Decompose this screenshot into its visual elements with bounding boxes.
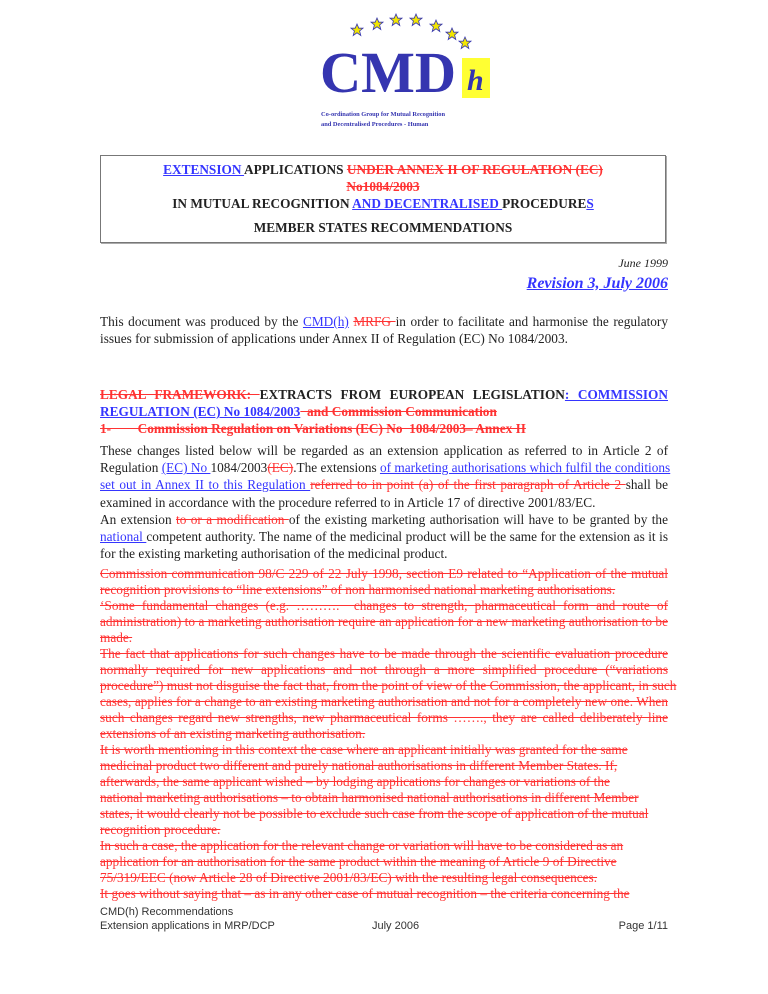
extension-paragraph: [100, 442, 671, 562]
text-run: PROCEDURE: [502, 196, 587, 211]
revision-label: Revision 3, July 2006: [526, 275, 668, 292]
logo-subtitle: Co-ordination Group for Mutual Recognition: [321, 111, 446, 118]
inserted-text: of marketing authorisations which fulfil the conditions: [379, 460, 671, 476]
text-line: [100, 678, 677, 694]
text-run: of the existing marketing authorisation will have to be granted by the: [288, 511, 668, 527]
inserted-text: set out in Annex II to this Regulation: [100, 477, 311, 493]
text-run: competent authority. The name of the medicinal product will be the same for the extension as it is: [146, 528, 668, 544]
text-line: [100, 614, 668, 630]
deleted-text: ‘Some fundamental changes (e.g. ………. changes to strength, pharmaceutical form and route of: [100, 598, 668, 613]
text-line: [100, 442, 668, 459]
inserted-text: EXTENSION: [163, 162, 245, 177]
text-line: [100, 838, 668, 854]
text-line: [100, 710, 668, 726]
deleted-text: administration) to a marketing authorisation require an application for a new marketing authorisation to be: [100, 614, 668, 629]
text-run: for the existing marketing authorisation of the medicinal product.: [100, 546, 448, 562]
text-line: [100, 582, 668, 598]
document-title-box: [100, 155, 666, 243]
deleted-text: UNDER ANNEX II OF REGULATION (EC): [346, 162, 603, 177]
text-line: [100, 598, 668, 614]
logo-suffix: h: [467, 64, 484, 97]
text-line: [100, 459, 671, 476]
deleted-text: referred to in point (a) of the first paragraph of Article 2: [310, 477, 626, 493]
commission-communication-paragraph: [100, 566, 677, 902]
inserted-text: REGULATION (EC) No 1084/2003: [100, 404, 301, 420]
text-line: [100, 420, 668, 437]
footer-date: July 2006: [372, 920, 420, 932]
deleted-text: 1- Commission Regulation on Variations (EC) No 1084/2003– Annex II: [100, 421, 526, 437]
deleted-text: In such a case, the application for the relevant change or variation will have to be considered as an: [100, 838, 624, 853]
text-run: IN MUTUAL RECOGNITION: [172, 196, 353, 211]
text-run: APPLICATIONS: [244, 162, 347, 177]
title-line: [101, 195, 665, 212]
text-line: [100, 726, 668, 742]
inserted-text: S: [586, 196, 594, 211]
text-run: examined in accordance with the procedure referred to in Article 17 of directive 2001/83/EC.: [100, 494, 596, 510]
text-line: [100, 662, 668, 678]
deleted-text: cases, applies for a change to an existing marketing authorisation and not for a completely new one. When: [100, 694, 668, 709]
text-run: Regulation: [100, 460, 162, 476]
deleted-text: states, it would clearly not be possible to exclude such case from the scope of application of the mutual: [100, 806, 649, 821]
text-line: [100, 403, 668, 420]
text-run: MEMBER STATES RECOMMENDATIONS: [253, 220, 513, 235]
deleted-text: MRFG: [353, 314, 396, 329]
text-line: [100, 566, 668, 582]
text-line: [100, 822, 668, 838]
text-run: in order to facilitate and harmonise the regulatory: [395, 314, 669, 329]
footer-doc-title: Extension applications in MRP/DCP: [100, 920, 275, 932]
title-line: [101, 161, 665, 178]
text-line: [100, 630, 668, 646]
text-line: [100, 790, 668, 806]
inserted-text: CMD(h): [302, 314, 349, 329]
text-line: [100, 806, 668, 822]
deleted-text: It goes without saying that – as in any other case of mutual recognition – the criteria concerning the: [100, 886, 630, 901]
title-line: [101, 178, 665, 195]
deleted-text: recognition procedure.: [100, 822, 221, 837]
deleted-text: application for an authorisation for the same product within the meaning of Article 9 of Directive: [100, 854, 617, 869]
deleted-text: and Commission Communication: [300, 404, 497, 420]
text-line: [100, 774, 668, 790]
deleted-text: such changes regard new strengths, new pharmaceutical forms ……., they are called deliberately line: [100, 710, 668, 725]
text-run: This document was produced by the: [100, 314, 303, 329]
text-line: [100, 476, 668, 493]
deleted-text: The fact that applications for such changes have to be made through the scientific evaluation procedure: [100, 646, 668, 661]
text-line: [100, 758, 668, 774]
logo-letters: CMD: [320, 40, 456, 105]
deleted-text: normally required for new applications and not through a more simplified procedure (“variations: [100, 662, 668, 677]
cmdh-logo: [0, 0, 768, 140]
inserted-text: (EC) No: [161, 460, 211, 476]
text-line: [100, 528, 668, 545]
text-line: [100, 742, 668, 758]
text-line: [100, 646, 668, 662]
text-line: [100, 511, 668, 528]
deleted-text: LEGAL FRAMEWORK:: [100, 387, 260, 402]
logo-subtitle: and Decentralised Procedures - Human: [321, 121, 429, 128]
inserted-text: AND DECENTRALISED: [352, 196, 503, 211]
text-line: [100, 870, 668, 886]
text-run: An extension: [100, 511, 176, 527]
deleted-text: medicinal product two different and purely national authorisations in different Member States. If,: [100, 758, 618, 773]
deleted-text: extensions of an existing marketing authorisation.: [100, 726, 366, 741]
text-line: [100, 854, 668, 870]
text-line: [100, 886, 668, 902]
text-line: [100, 330, 668, 347]
deleted-text: (EC): [267, 460, 294, 476]
text-line: [100, 545, 668, 562]
inserted-text: : COMMISSION: [564, 387, 668, 402]
deleted-text: national marketing authorisations – to obtain harmonised national authorisations in different Member: [100, 790, 639, 805]
deleted-text: afterwards, the same applicant wished – by lodging applications for changes or variations of the: [100, 774, 610, 789]
title-line: [101, 219, 665, 236]
text-run: .The extensions: [293, 460, 380, 476]
text-run: 1084/2003: [210, 460, 268, 476]
legal-framework-heading: [100, 386, 668, 438]
text-line: [100, 313, 668, 330]
page-footer: [100, 905, 668, 933]
inserted-text: national: [100, 528, 147, 544]
deleted-text: made.: [100, 630, 133, 645]
deleted-text: procedure”) must not disguise the fact that, from the point of view of the Commission, the applicant, in such: [100, 678, 677, 693]
deleted-text: It is worth mentioning in this context the case where an applicant initially was granted for the same: [100, 742, 628, 757]
original-date: June 1999: [618, 256, 668, 270]
footer-org: CMD(h) Recommendations: [100, 906, 234, 918]
deleted-text: recognition provisions to “line extensions” of non harmonised national marketing authorisations.: [100, 582, 616, 597]
text-line: [100, 386, 668, 403]
page-number: Page 1/11: [618, 920, 668, 932]
text-run: These changes listed below will be regarded as an extension application as referred to in Article 2 of: [100, 443, 668, 458]
deleted-text: Commission communication 98/C 229 of 22 July 1998, section E9 related to “Application of the mutual: [100, 566, 668, 581]
text-run: shall be: [625, 477, 668, 493]
text-line: [100, 494, 668, 511]
deleted-text: 75/319/EEC (now Article 28 of Directive 2001/83/EC) with the resulting legal consequences.: [100, 870, 598, 885]
text-run: EXTRACTS FROM EUROPEAN LEGISLATION: [259, 387, 565, 402]
text-line: [100, 694, 668, 710]
text-run: issues for submission of applications under Annex II of Regulation (EC) No 1084/2003.: [100, 331, 568, 347]
deleted-text: to or a modification: [176, 511, 289, 527]
deleted-text: No1084/2003: [346, 179, 420, 194]
intro-paragraph: [100, 313, 668, 347]
